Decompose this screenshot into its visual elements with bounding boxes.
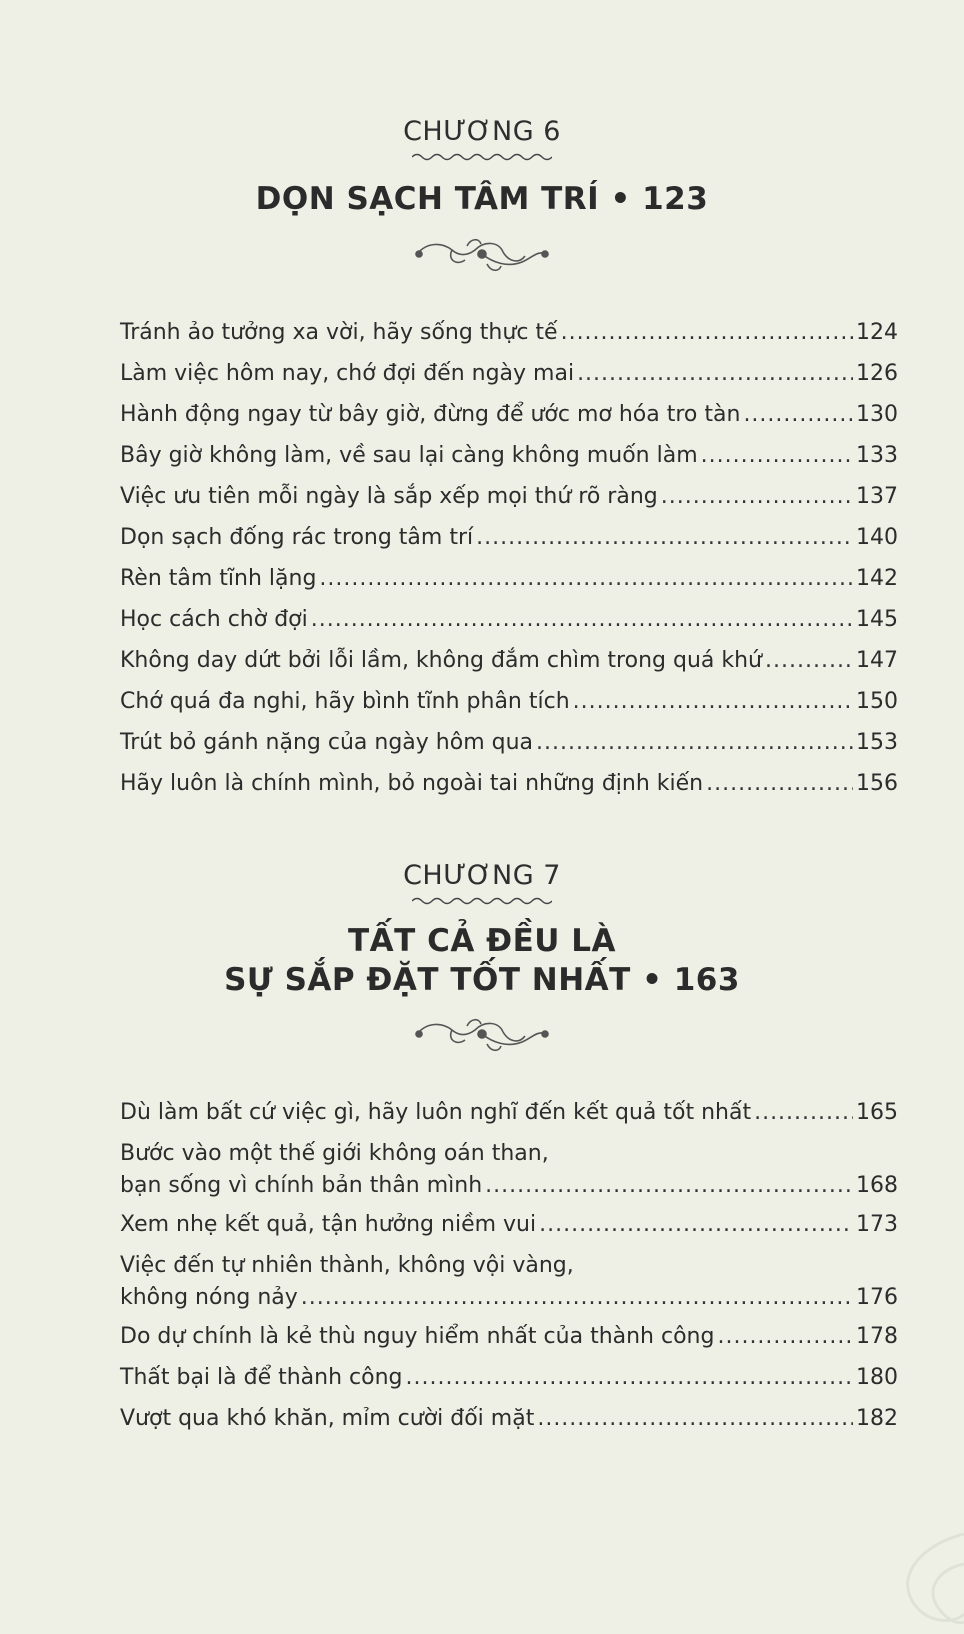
dot-leader — [319, 564, 853, 594]
page-number: 140 — [856, 525, 898, 550]
entry-title: bạn sống vì chính bản thân mình — [120, 1173, 483, 1198]
chapter-7-title-line2: SỰ SẮP ĐẶT TỐT NHẤT • 163 — [224, 962, 740, 998]
toc-entry[interactable] — [120, 1139, 898, 1201]
chapter-6-title: DỌN SẠCH TÂM TRÍ • 123 — [255, 181, 709, 217]
dot-leader — [754, 1098, 853, 1128]
page-number: 142 — [856, 566, 898, 591]
page-number: 147 — [856, 648, 898, 673]
dot-leader — [537, 1404, 853, 1434]
ornamental-flourish-icon — [0, 1008, 964, 1060]
entry-title: Dọn sạch đống rác trong tâm trí — [120, 525, 474, 550]
wave-underline-icon — [0, 150, 964, 164]
dot-leader — [661, 482, 853, 512]
dot-leader — [485, 1171, 853, 1201]
page-number: 124 — [856, 320, 898, 345]
entry-title: Việc ưu tiên mỗi ngày là sắp xếp mọi thứ rõ ràng — [120, 484, 658, 509]
dot-leader — [765, 646, 853, 676]
chapter-7-label: CHƯƠNG 7 — [403, 860, 561, 891]
chapter-7-title-line1: TẤT CẢ ĐỀU LÀ — [348, 923, 616, 959]
ornamental-flourish-icon — [0, 228, 964, 280]
dot-leader — [706, 769, 853, 799]
toc-entry[interactable] — [120, 359, 898, 389]
toc-entry[interactable] — [120, 318, 898, 348]
entry-title: Thất bại là để thành công — [120, 1365, 403, 1390]
entry-title: Rèn tâm tĩnh lặng — [120, 566, 317, 591]
entry-title: Hãy luôn là chính mình, bỏ ngoài tai những định kiến — [120, 771, 704, 796]
dot-leader — [573, 687, 853, 717]
dot-leader — [561, 318, 853, 348]
toc-entry[interactable] — [120, 605, 898, 635]
toc-entry[interactable] — [120, 1098, 898, 1128]
entry-title: Xem nhẹ kết quả, tận hưởng niềm vui — [120, 1212, 537, 1237]
entry-title: Tránh ảo tưởng xa vời, hãy sống thực tế — [120, 320, 558, 345]
dot-leader — [406, 1363, 853, 1393]
toc-entry[interactable] — [120, 1404, 898, 1434]
toc-entry[interactable] — [120, 1363, 898, 1393]
toc-entry[interactable] — [120, 441, 898, 471]
page-number: 133 — [856, 443, 898, 468]
page-number: 126 — [856, 361, 898, 386]
entry-title: Học cách chờ đợi — [120, 607, 308, 632]
dot-leader — [743, 400, 853, 430]
page-number: 156 — [856, 771, 898, 796]
page-number: 178 — [856, 1324, 898, 1349]
dot-leader — [301, 1283, 853, 1313]
entry-title: Vượt qua khó khăn, mỉm cười đối mặt — [120, 1406, 535, 1431]
dot-leader — [476, 523, 853, 553]
background-swirl-icon — [744, 1474, 964, 1634]
page-number: 130 — [856, 402, 898, 427]
toc-entry[interactable] — [120, 482, 898, 512]
page-number: 173 — [856, 1212, 898, 1237]
page-number: 145 — [856, 607, 898, 632]
page-number: 176 — [856, 1285, 898, 1310]
toc-entry[interactable] — [120, 564, 898, 594]
entry-title-first-line: Bước vào một thế giới không oán than, — [120, 1141, 549, 1166]
entry-title-first-line: Việc đến tự nhiên thành, không vội vàng, — [120, 1253, 574, 1278]
entry-title: Hành động ngay từ bây giờ, đừng để ước mơ hóa tro tàn — [120, 402, 741, 427]
toc-entry[interactable] — [120, 1322, 898, 1352]
entry-title: Do dự chính là kẻ thù nguy hiểm nhất của thành công — [120, 1324, 715, 1349]
entry-title: không nóng nảy — [120, 1285, 298, 1310]
entry-title: Bây giờ không làm, về sau lại càng không muốn làm — [120, 443, 698, 468]
page-number: 180 — [856, 1365, 898, 1390]
dot-leader — [311, 605, 853, 635]
toc-entry[interactable] — [120, 1251, 898, 1313]
page-number: 150 — [856, 689, 898, 714]
entry-title: Chớ quá đa nghi, hãy bình tĩnh phân tích — [120, 689, 570, 714]
toc-entry[interactable] — [120, 769, 898, 799]
wave-underline-icon — [0, 894, 964, 908]
chapter-6-label: CHƯƠNG 6 — [403, 116, 561, 147]
dot-leader — [577, 359, 853, 389]
toc-entry[interactable] — [120, 728, 898, 758]
toc-entry[interactable] — [120, 646, 898, 676]
entry-title: Trút bỏ gánh nặng của ngày hôm qua — [120, 730, 534, 755]
toc-entry[interactable] — [120, 523, 898, 553]
dot-leader — [701, 441, 853, 471]
dot-leader — [536, 728, 853, 758]
entry-title: Dù làm bất cứ việc gì, hãy luôn nghĩ đến kết quả tốt nhất — [120, 1100, 752, 1125]
toc-entry[interactable] — [120, 1210, 898, 1240]
page-number: 182 — [856, 1406, 898, 1431]
dot-leader — [717, 1322, 853, 1352]
page-number: 165 — [856, 1100, 898, 1125]
page-number: 168 — [856, 1173, 898, 1198]
entry-title: Làm việc hôm nay, chớ đợi đến ngày mai — [120, 361, 575, 386]
page-number: 153 — [856, 730, 898, 755]
entry-title: Không day dứt bởi lỗi lầm, không đắm chìm trong quá khứ — [120, 648, 762, 673]
toc-entry[interactable] — [120, 400, 898, 430]
dot-leader — [539, 1210, 853, 1240]
toc-entry[interactable] — [120, 687, 898, 717]
page-number: 137 — [856, 484, 898, 509]
